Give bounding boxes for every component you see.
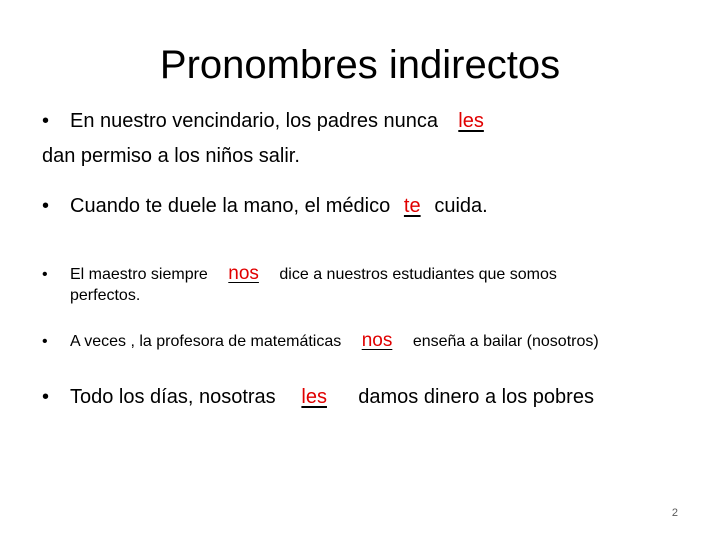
answer-blank [276, 383, 353, 411]
sentence-text: enseña a bailar (nosotros) [408, 333, 599, 350]
sentence-text: perfectos. [70, 287, 141, 304]
list-item-continuation [70, 286, 140, 306]
sentence-text: El maestro siempre [70, 266, 213, 283]
sentence-text: Cuando te duele la mano, el médico [70, 195, 396, 217]
answer-blank [346, 331, 409, 351]
list-item [42, 107, 499, 135]
sentence-text: cuida. [428, 195, 488, 217]
answer-blank [444, 107, 499, 135]
answer-text: nos [361, 330, 393, 351]
answer-blank [212, 264, 275, 284]
list-item-continuation [42, 142, 300, 170]
answer-text: les [301, 386, 327, 408]
sentence-text: En nuestro vencindario, los padres nunca [70, 110, 444, 132]
answer-text: te [403, 195, 421, 217]
answer-text: nos [228, 263, 259, 284]
sentence-text: Todo los días, nosotras [70, 386, 276, 408]
bullet: • [42, 195, 50, 217]
list-item [42, 264, 557, 285]
sentence-text: A veces , la profesora de matemáticas [70, 333, 346, 350]
sentence-text: dice a nuestros estudiantes que somos [274, 266, 557, 283]
page-number: 2 [671, 507, 678, 519]
bullet: • [42, 266, 48, 283]
sentence-text: dan permiso a los niños salir. [42, 145, 300, 167]
answer-blank [396, 192, 429, 220]
list-item [42, 331, 599, 352]
list-item [42, 192, 488, 220]
bullet: • [42, 333, 48, 350]
sentence-text: damos dinero a los pobres [352, 386, 594, 408]
bullet: • [42, 110, 50, 132]
answer-text: les [458, 110, 484, 132]
bullet: • [42, 386, 50, 408]
list-item [42, 383, 594, 411]
slide-title: Pronombres indirectos [159, 43, 561, 87]
